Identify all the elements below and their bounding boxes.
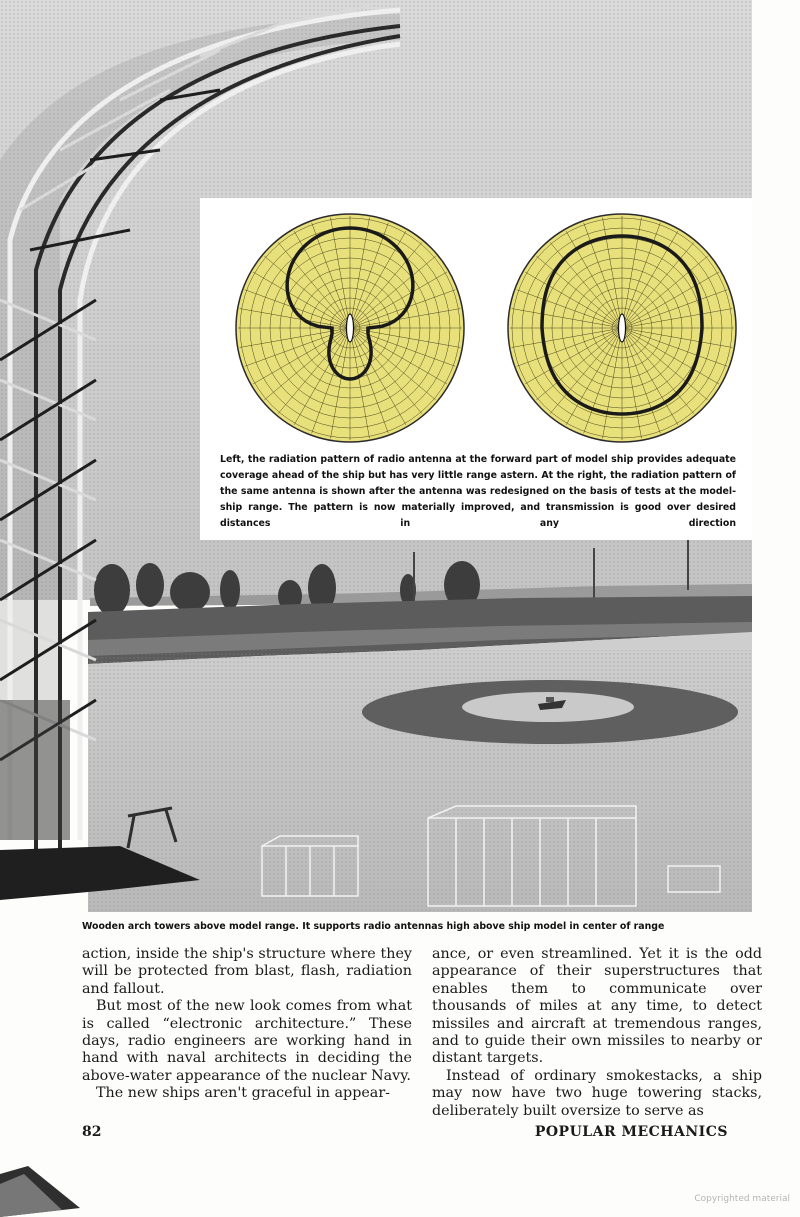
copyright-watermark: Copyrighted material: [694, 1194, 790, 1204]
radiation-pattern-figure: [200, 198, 752, 540]
page-margin: [752, 0, 800, 912]
article-column-right: [432, 946, 762, 1120]
radiation-pattern-before-chart: [234, 212, 466, 444]
article-column-left: [82, 946, 412, 1103]
paragraph: ance, or even streamlined. Yet it is the odd appearance of their superstructures that enables them to communicate over thousands of miles at any time, to detect missiles and aircraft at tremendous ranges, and to guide their own missiles to nearby or distant targets.: [432, 946, 762, 1067]
photo-caption: Wooden arch towers above model range. It supports radio antennas high above ship model in center of range: [82, 921, 665, 932]
magazine-title: POPULAR MECHANICS: [534, 1124, 728, 1140]
page-number: 82: [82, 1124, 102, 1140]
paragraph: action, inside the ship's structure where they will be protected from blast, flash, radiation and fallout.: [82, 946, 412, 997]
paragraph: The new ships aren't graceful in appear-: [96, 1085, 390, 1102]
radiation-pattern-after-chart: [506, 212, 738, 444]
paragraph: Instead of ordinary smokestacks, a ship may now have two huge towering stacks, deliberately built oversize to serve as: [432, 1067, 762, 1119]
page-corner-shadow: [0, 1160, 90, 1217]
radiation-pattern-caption: Left, the radiation pattern of radio antenna at the forward part of model ship provides adequate coverage ahead of the ship but has very little range astern. At the right, the radiation pattern of the same antenna is shown after the antenna was redesigned on the basis of tests at the model-ship range. The pattern is now materially improved, and transmission is good over desired distances in any direction: [220, 454, 736, 529]
paragraph: But most of the new look comes from what is called “electronic architecture.” These days, radio engineers are working hand in hand with naval architects in deciding the above-water appearance of the nuclear Navy.: [82, 998, 412, 1084]
